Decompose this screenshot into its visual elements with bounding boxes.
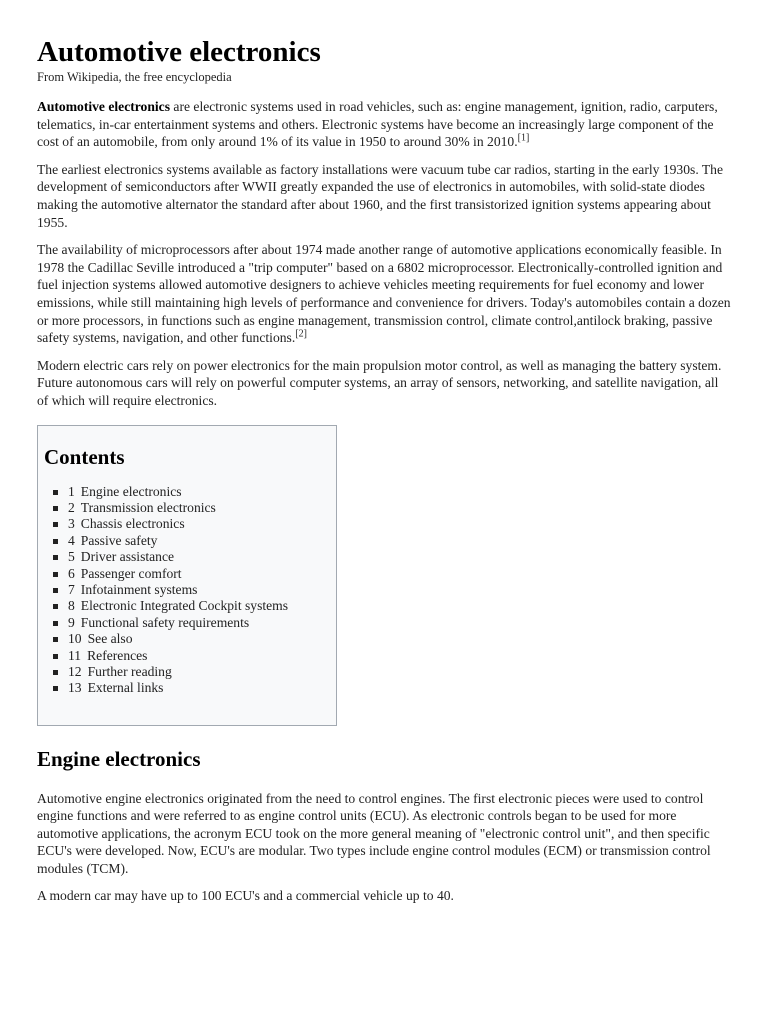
toc-item-label[interactable]: Passive safety	[80, 532, 158, 548]
bullet-icon	[53, 506, 58, 511]
toc-item[interactable]	[68, 484, 336, 500]
toc-item[interactable]	[68, 566, 336, 582]
toc-item[interactable]	[68, 631, 336, 647]
toc-item-number: 6	[68, 565, 75, 581]
ecu-count-paragraph: A modern car may have up to 100 ECU's and a commercial vehicle up to 40.	[37, 888, 454, 904]
bullet-icon	[53, 686, 58, 691]
history-paragraph: The earliest electronics systems available as factory installations were vacuum tube car radios, starting in the early 1930s. The development of semiconductors after WWII greatly expanded the use of electronics in automobiles, with solid-state diodes making the automotive alternator the standard after about 1960, and the first transistorized ignition systems appearing about 1955.	[37, 161, 723, 230]
lead-paragraph	[37, 98, 731, 151]
toc-item[interactable]	[68, 664, 336, 680]
bullet-icon	[53, 588, 58, 593]
bullet-icon	[53, 555, 58, 560]
reference-link-1[interactable]: [1]	[517, 132, 530, 144]
toc-item-label[interactable]: References	[87, 647, 148, 663]
microprocessor-text: The availability of microprocessors after about 1974 made another range of automotive applications economically feasible. In 1978 the Cadillac Seville introduced a "trip computer" based on a 6802 microprocessor. Electronically-controlled ignition and fuel injection systems allowed automotive designers to achieve vehicles meeting requirements for fuel economy and lower emissions, while still maintaining high levels of performance and convenience for drivers. Today's automobiles contain a dozen or more processors, in functions such as engine management, transmission control, climate control,antilock braking, passive safety systems, navigation, and other functions.	[37, 242, 731, 346]
toc-item-label[interactable]: See also	[87, 631, 133, 647]
bullet-icon	[53, 604, 58, 609]
lead-bold-term: Automotive electronics	[37, 99, 171, 114]
lead-text: are electronic systems used in road vehicles, such as: engine management, ignition, radio, carputers, telematics, in-car entertainment systems and others. Electronic systems have become an increasingly large component of the cost of an automobile, from only around 1% of its value in 1950 to around 30% in 2010.	[37, 99, 718, 150]
toc-item[interactable]	[68, 582, 336, 598]
bullet-icon	[53, 654, 58, 659]
toc-item[interactable]	[68, 500, 336, 516]
toc-item-number: 8	[68, 598, 75, 614]
bullet-icon	[53, 539, 58, 544]
toc-item-label[interactable]: Driver assistance	[80, 549, 175, 565]
bullet-icon	[53, 670, 58, 675]
toc-list	[44, 484, 336, 697]
toc-item[interactable]	[68, 615, 336, 631]
toc-item-label[interactable]: Chassis electronics	[80, 516, 185, 532]
bullet-icon	[53, 621, 58, 626]
microprocessor-paragraph	[37, 241, 731, 347]
toc-item-number: 1	[68, 483, 75, 499]
toc-item-label[interactable]: Electronic Integrated Cockpit systems	[80, 598, 289, 614]
toc-item-number: 4	[68, 532, 75, 548]
reference-link-2[interactable]: [2]	[295, 328, 307, 340]
bullet-icon	[53, 572, 58, 577]
toc-item-number: 10	[68, 631, 82, 647]
toc-item-number: 11	[68, 647, 82, 663]
toc-item-number: 7	[68, 581, 75, 597]
toc-item-label[interactable]: Transmission electronics	[80, 499, 216, 515]
toc-item-number: 5	[68, 549, 75, 565]
toc-item-number: 2	[68, 499, 75, 515]
toc-title: Contents	[44, 444, 125, 469]
electric-cars-paragraph: Modern electric cars rely on power electronics for the main propulsion motor control, as well as managing the battery system. Future autonomous cars will rely on powerful computer systems, an array of sensors, networking, and satellite navigation, all of which will require electronics.	[37, 357, 722, 408]
article	[37, 34, 731, 905]
engine-electronics-paragraph: Automotive engine electronics originated from the need to control engines. The first electronic pieces were used to control engine functions and were referred to as engine control units (ECU). As electronic controls began to be used for more automotive applications, the acronym ECU took on the more general meaning of "electronic control unit", and then specific ECU's were developed. Now, ECU's are modular. Two types include engine control modules (ECM) or transmission control modules (TCM).	[37, 790, 711, 876]
toc-item-label[interactable]: Infotainment systems	[80, 581, 198, 597]
toc-item-label[interactable]: Functional safety requirements	[80, 614, 250, 630]
toc-item-number: 12	[68, 663, 82, 679]
bullet-icon	[53, 490, 58, 495]
toc-item[interactable]	[68, 648, 336, 664]
site-tagline: From Wikipedia, the free encyclopedia	[37, 70, 232, 84]
toc-item[interactable]	[68, 598, 336, 614]
toc-item-number: 9	[68, 614, 75, 630]
toc-item-label[interactable]: Engine electronics	[80, 483, 182, 499]
toc-item[interactable]	[68, 549, 336, 565]
bullet-icon	[53, 637, 58, 642]
toc-item-label[interactable]: Further reading	[87, 663, 172, 679]
toc-item-label[interactable]: Passenger comfort	[80, 565, 182, 581]
toc-item[interactable]	[68, 533, 336, 549]
toc-item-number: 13	[68, 680, 82, 696]
toc-item[interactable]	[68, 680, 336, 696]
section-heading-engine-electronics: Engine electronics	[37, 746, 201, 771]
table-of-contents	[37, 425, 337, 726]
toc-item-label[interactable]: External links	[87, 680, 164, 696]
bullet-icon	[53, 522, 58, 527]
page-title: Automotive electronics	[37, 36, 321, 68]
toc-item-number: 3	[68, 516, 75, 532]
toc-item[interactable]	[68, 516, 336, 532]
